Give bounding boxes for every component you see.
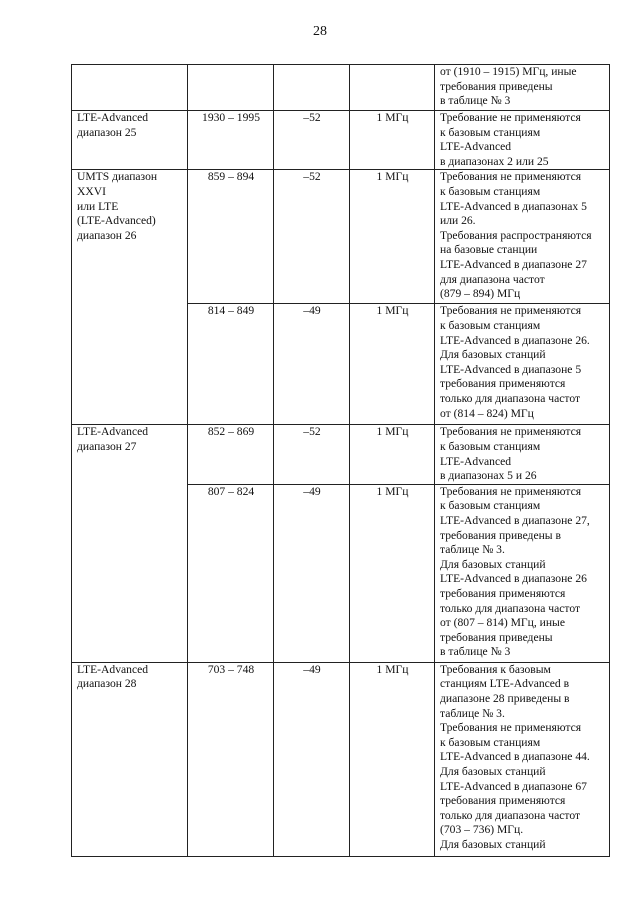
notes-cell: Требование не применяются к базовым станциям LTE-Advanced в диапазонах 2 или 25 [435,111,610,170]
notes-cell: Требования не применяются к базовым станциям LTE-Advanced в диапазоне 27, требования приведены в таблице № 3. Для базовых станций LTE-Advanced в диапазоне 26 требования применяются только для диапазона частот от (807 – 814) МГц, иные требования приведены в таблице № 3 [435,484,610,662]
table-row [72,65,610,111]
band-cell: LTE-Advanced диапазон 28 [72,662,188,856]
level-cell: –52 [274,111,350,170]
bandwidth-cell: 1 МГц [350,111,435,170]
bandwidth-cell: 1 МГц [350,662,435,856]
frequency-range-cell: 703 – 748 [188,662,274,856]
bandwidth-cell: 1 МГц [350,170,435,304]
table-row [72,170,610,304]
notes-cell: Требования не применяются к базовым станциям LTE-Advanced в диапазонах 5 или 26. Требования распространяются на базовые станции LTE-Advanced в диапазоне 27 для диапазона частот (879 – 894) МГц [435,170,610,304]
notes-cell: Требования не применяются к базовым станциям LTE-Advanced в диапазонах 5 и 26 [435,425,610,484]
frequency-range-cell: 814 – 849 [188,304,274,425]
frequency-range-cell: 852 – 869 [188,425,274,484]
frequency-range-cell: 859 – 894 [188,170,274,304]
frequency-range-cell: 1930 – 1995 [188,111,274,170]
frequency-range-cell [188,65,274,111]
notes-cell: Требования не применяются к базовым станциям LTE-Advanced в диапазоне 26. Для базовых станций LTE-Advanced в диапазоне 5 требования применяются только для диапазона частот от (814 – 824) МГц [435,304,610,425]
band-cell [72,65,188,111]
table-row [72,425,610,484]
bandwidth-cell [350,65,435,111]
level-cell: –52 [274,170,350,304]
level-cell [274,65,350,111]
table-row [72,111,610,170]
band-cell: LTE-Advanced диапазон 27 [72,425,188,662]
page-number: 28 [313,24,327,39]
bandwidth-cell: 1 МГц [350,425,435,484]
notes-cell: от (1910 – 1915) МГц, иные требования приведены в таблице № 3 [435,65,610,111]
requirements-table [71,64,610,857]
level-cell: –49 [274,662,350,856]
band-cell: LTE-Advanced диапазон 25 [72,111,188,170]
bandwidth-cell: 1 МГц [350,484,435,662]
level-cell: –49 [274,484,350,662]
bandwidth-cell: 1 МГц [350,304,435,425]
band-cell: UMTS диапазон XXVI или LTE (LTE-Advanced) диапазон 26 [72,170,188,425]
level-cell: –52 [274,425,350,484]
notes-cell: Требования к базовым станциям LTE-Advanced в диапазоне 28 приведены в таблице № 3. Требования не применяются к базовым станциям LTE-Advanced в диапазоне 44. Для базовых станций LTE-Advanced в диапазоне 67 требования применяются только для диапазона частот (703 – 736) МГц. Для базовых станций [435,662,610,856]
table-row [72,662,610,856]
level-cell: –49 [274,304,350,425]
frequency-range-cell: 807 – 824 [188,484,274,662]
